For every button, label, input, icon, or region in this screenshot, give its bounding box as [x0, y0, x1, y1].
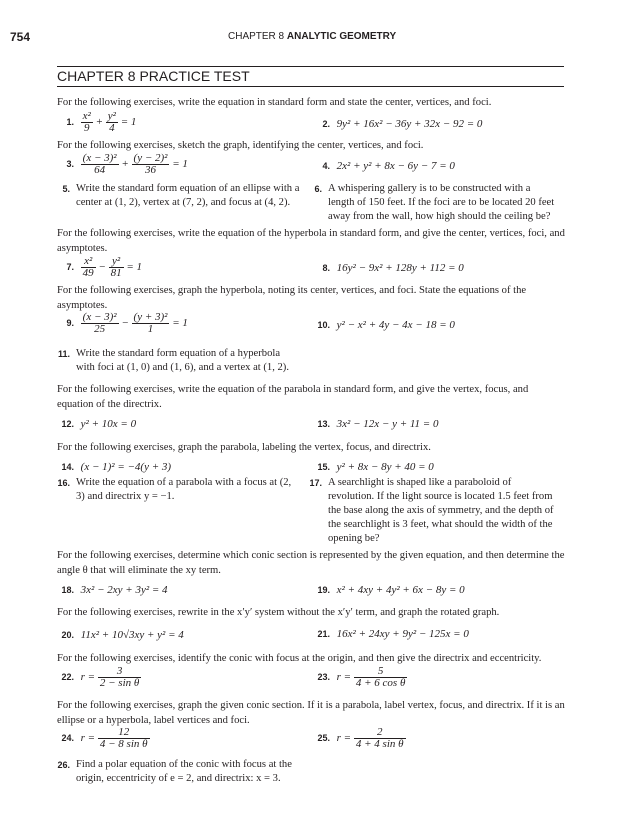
section-title: CHAPTER 8 PRACTICE TEST — [57, 68, 250, 84]
fraction-denominator: 4 + 6 cos θ — [355, 677, 406, 689]
exercise-number: 14. — [61, 462, 74, 472]
fraction-numerator: (x − 3)² — [82, 311, 117, 323]
exercise-number: 21. — [317, 629, 330, 639]
intro-9: For the following exercises, identify the conic with focus at the origin, and then give the directrix and eccentricity. — [57, 653, 542, 664]
exercise-number: 1. — [66, 117, 74, 128]
fraction-denominator: 64 — [94, 164, 106, 176]
exercise-21 — [316, 627, 469, 642]
exercise-14 — [60, 460, 171, 475]
exercise-text: Write the standard form equation of a hyperbola with foci at (1, 0) and (1, 6), and a vertex at (1, 2). — [76, 348, 289, 373]
equation: 16y² − 9x² + 128y + 112 = 0 — [336, 262, 464, 274]
fraction-denominator: 4 + 4 sin θ — [355, 738, 404, 750]
exercise-number: 10. — [317, 320, 330, 330]
fraction-numerator: (y − 2)² — [133, 152, 168, 164]
intro-1: For the following exercises, write the equation in standard form and state the center, vertices, and foci. — [57, 97, 492, 108]
exercise-number: 23. — [317, 672, 330, 683]
equation: (x − 1)² = −4(y + 3) — [80, 461, 172, 473]
exercise-number: 2. — [322, 119, 330, 129]
equation-rhs: = 1 — [120, 116, 137, 129]
equation: 3x² − 12x − y + 11 = 0 — [336, 418, 439, 430]
exercise-text: A searchlight is shaped like a paraboloid of revolution. If the light source is located 1.5 feet from the base along the axis of symmetry, and the depth of the searchlight is 3 feet, what should the width of the opening be? — [328, 477, 554, 544]
exercise-number: 18. — [61, 585, 74, 595]
equation-rhs: = 1 — [126, 261, 143, 274]
fraction-numerator: x² — [82, 110, 91, 122]
intro-4: For the following exercises, graph the hyperbola, noting its center, vertices, and foci. State the equations of the asymptotes. — [57, 285, 527, 311]
fraction-numerator: y² — [107, 110, 116, 122]
exercise-6 — [314, 182, 558, 224]
equation: 11x² + 10√3xy + y² = 4 — [80, 629, 184, 641]
exercise-number: 9. — [66, 318, 74, 329]
exercise-number: 24. — [61, 733, 74, 744]
title-rule-bottom — [57, 86, 564, 87]
fraction-numerator: 5 — [354, 666, 408, 678]
equation: y² − x² + 4y − 4x − 18 = 0 — [336, 319, 455, 331]
exercise-8 — [316, 261, 464, 276]
exercise-number: 4. — [322, 161, 330, 171]
exercise-22 — [60, 666, 141, 689]
exercise-9: 9. $\frac{\text{(x − 3)²}}{25}$ − $\frac{\text{(y + 3)²}}{1}$ = 1 — [60, 312, 188, 335]
exercise-number: 3. — [66, 159, 74, 170]
exercise-2 — [316, 117, 482, 132]
equation: y² + 10x = 0 — [80, 418, 137, 430]
page-number: 754 — [10, 30, 31, 44]
fraction-denominator: 49 — [82, 267, 94, 279]
fraction-denominator: 81 — [110, 267, 122, 279]
running-header — [228, 31, 396, 42]
equation: y² + 8x − 8y + 40 = 0 — [336, 461, 434, 473]
fraction-denominator: 4 − 8 sin θ — [99, 738, 148, 750]
exercise-text: A whispering gallery is to be constructed with a length of 150 feet. If the foci are to be located 20 feet away from the wall, how high should the ceiling be? — [328, 183, 555, 222]
equation: x² + 4xy + 4y² + 6x − 8y = 0 — [336, 584, 465, 596]
exercise-number: 13. — [317, 419, 330, 429]
fraction-numerator: 3 — [98, 666, 141, 678]
exercise-16 — [57, 476, 296, 504]
exercise-number: 15. — [317, 462, 330, 472]
fraction-denominator: 25 — [94, 323, 106, 335]
exercise-number: 8. — [322, 263, 330, 273]
fraction-numerator: y² — [109, 256, 124, 268]
exercise-15 — [316, 460, 434, 475]
equation-rhs: = 1 — [172, 158, 188, 171]
exercise-11 — [57, 347, 301, 375]
exercise-7: 7. $\frac{\text{x²}}{49}$ − $\frac{\text{y²}}{81}$ = 1 — [60, 256, 142, 279]
equation: 3x² − 2xy + 3y² = 4 — [80, 584, 168, 596]
intro-7: For the following exercises, determine which conic section is represented by the given equation, and then determine the angle θ that will eliminate the xy term. — [57, 550, 565, 576]
exercise-number: 11. — [57, 349, 70, 359]
fraction-numerator: 12 — [98, 727, 150, 739]
exercise-number: 5. — [62, 184, 70, 194]
intro-5: For the following exercises, write the equation of the parabola in standard form, and give the vertex, focus, and equation of the directrix. — [57, 384, 529, 410]
fraction-denominator: 9 — [84, 122, 90, 134]
exercise-3: 3. $\frac{\text{(x − 3)²}}{64}$ + $\frac{\text{(y − 2)²}}{36}$ = 1 — [60, 153, 188, 176]
equation-lhs: r = — [80, 732, 96, 745]
equation-lhs: r = — [80, 671, 96, 684]
fraction-denominator: 36 — [145, 164, 156, 176]
exercise-1: 1. $\frac{\text{x²}}{9}$ + $\frac{\text{y²}}{4}$ = 1 — [60, 111, 136, 134]
exercise-19 — [316, 583, 465, 598]
exercise-23 — [316, 666, 407, 689]
intro-10: For the following exercises, graph the given conic section. If it is a parabola, label vertex, focus, and directrix. If it is an ellipse or a hyperbola, label vertices and foci. — [57, 700, 565, 726]
exercise-12 — [60, 417, 136, 432]
intro-3: For the following exercises, write the equation of the hyperbola in standard form, and give the center, vertices, foci, and asymptotes. — [57, 228, 565, 254]
fraction-numerator: 2 — [354, 727, 406, 739]
exercise-4 — [316, 159, 455, 174]
running-header-title: ANALYTIC GEOMETRY — [286, 31, 397, 42]
exercise-24 — [60, 727, 150, 750]
equation-lhs: r = — [336, 671, 352, 684]
exercise-18 — [60, 583, 168, 598]
exercise-26 — [57, 758, 304, 786]
exercise-text: Write the standard form equation of an ellipse with a center at (1, 2), vertex at (7, 2), and focus at (4, 2). — [76, 183, 300, 208]
exercise-text: Find a polar equation of the conic with focus at the origin, eccentricity of e = 2, and directrix: x = 3. — [76, 759, 292, 784]
exercise-number: 26. — [57, 760, 70, 770]
exercise-number: 6. — [314, 184, 322, 194]
equation: 16x² + 24xy + 9y² − 125x = 0 — [336, 628, 469, 640]
exercise-13 — [316, 417, 438, 432]
exercise-number: 17. — [309, 478, 322, 488]
exercise-number: 25. — [317, 733, 330, 744]
fraction-denominator: 4 — [109, 122, 115, 134]
equation: 9y² + 16x² − 36y + 32x − 92 = 0 — [336, 118, 483, 130]
exercise-25 — [316, 727, 406, 750]
exercise-text: Write the equation of a parabola with a focus at (2, 3) and directrix y = −1. — [76, 477, 292, 502]
intro-2: For the following exercises, sketch the graph, identifying the center, vertices, and foci. — [57, 140, 424, 151]
fraction-denominator: 2 − sin θ — [99, 677, 140, 689]
equation-rhs: = 1 — [172, 317, 188, 330]
exercise-number: 19. — [317, 585, 330, 595]
exercise-number: 7. — [66, 262, 74, 273]
fraction-numerator: x² — [81, 256, 96, 268]
exercise-10 — [316, 318, 455, 333]
exercise-5 — [62, 182, 301, 210]
exercise-number: 22. — [61, 672, 74, 683]
running-header-chapter: CHAPTER 8 — [228, 31, 285, 42]
exercise-number: 12. — [61, 419, 74, 429]
equation-lhs: r = — [336, 732, 352, 745]
fraction-numerator: (x − 3)² — [82, 152, 117, 164]
exercise-number: 16. — [57, 478, 70, 488]
title-rule-top — [57, 66, 564, 67]
intro-6: For the following exercises, graph the parabola, labeling the vertex, focus, and directrix. — [57, 442, 431, 453]
exercise-20 — [60, 628, 184, 643]
exercise-number: 20. — [61, 630, 74, 640]
intro-8: For the following exercises, rewrite in the x′y′ system without the x′y′ term, and graph the rotated graph. — [57, 607, 500, 618]
equation: 2x² + y² + 8x − 6y − 7 = 0 — [336, 160, 455, 172]
fraction-denominator: 1 — [147, 323, 154, 335]
exercise-17 — [309, 476, 560, 546]
fraction-numerator: (y + 3)² — [133, 311, 168, 323]
